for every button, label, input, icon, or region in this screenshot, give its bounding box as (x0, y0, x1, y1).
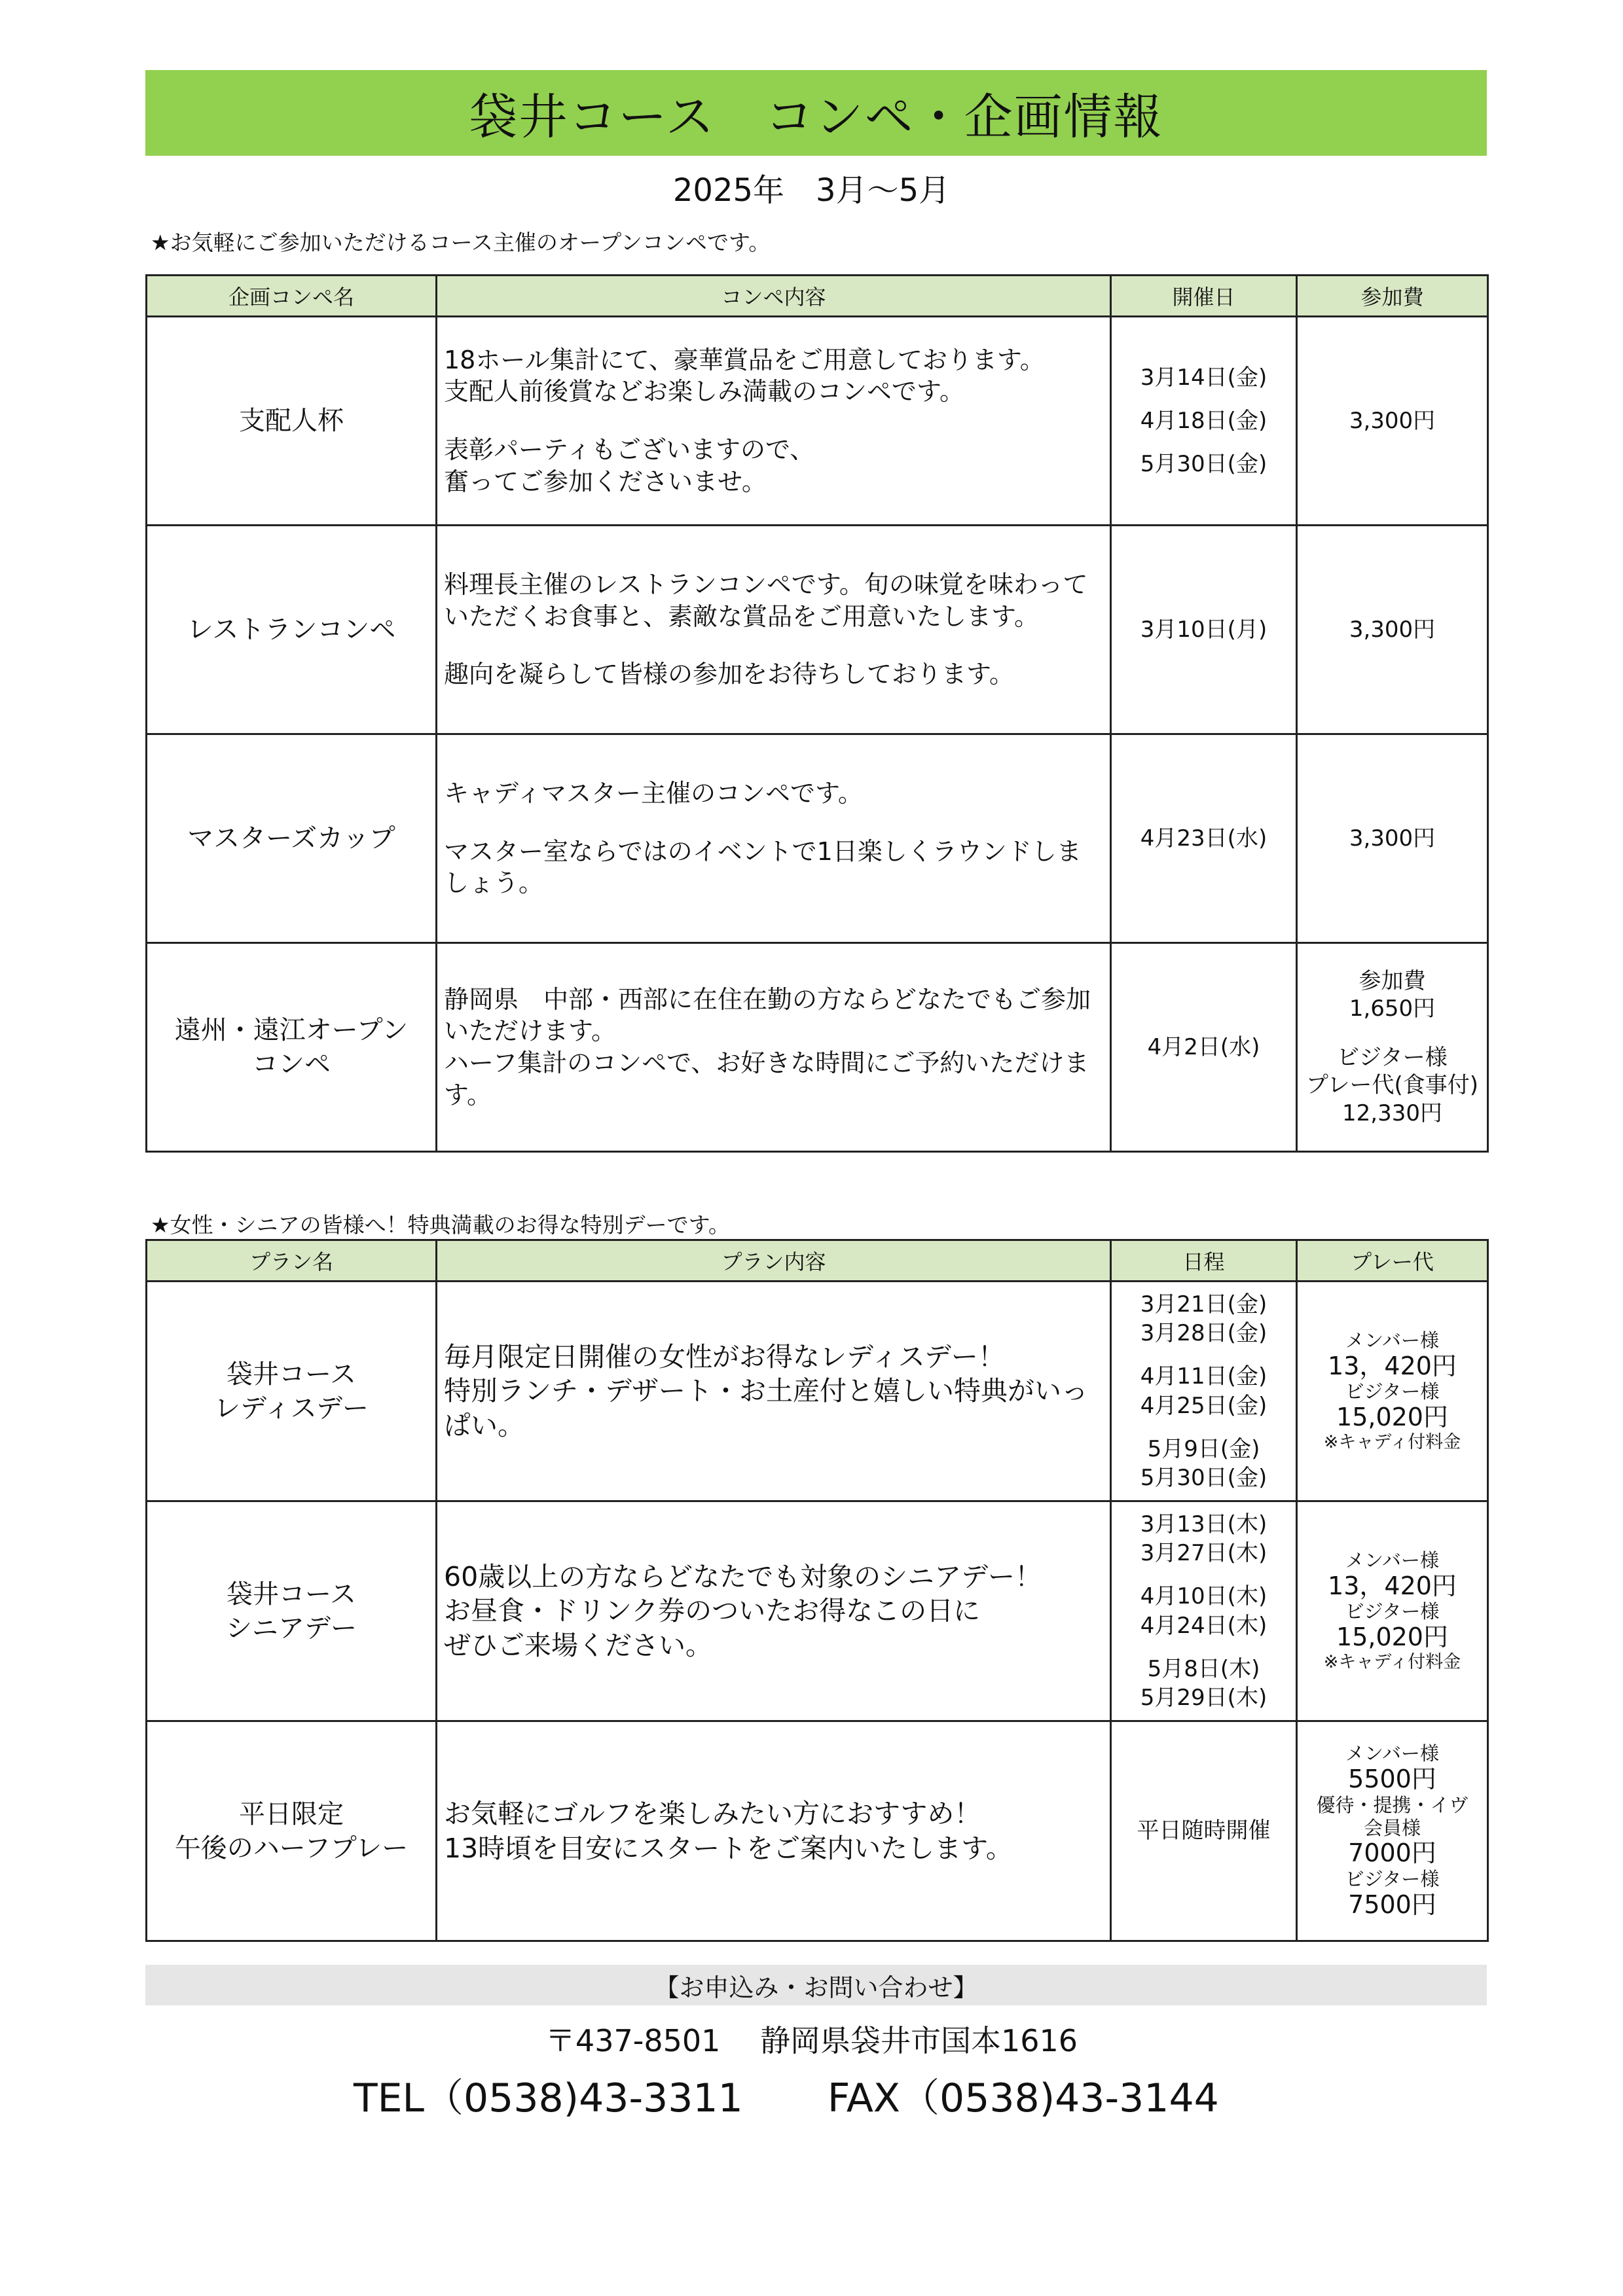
competition-name: レストランコンペ (147, 526, 437, 734)
competition-dates: 3月10日(月) (1111, 526, 1297, 734)
competition-name: 支配人杯 (147, 317, 437, 526)
plan-dates: 平日随時開催 (1111, 1721, 1297, 1941)
plan-name: 平日限定 午後のハーフプレー (147, 1721, 437, 1941)
page-title-banner (145, 70, 1487, 156)
table-row (147, 526, 1488, 734)
plan-dates: 3月21日(金) 3月28日(金) 4月11日(金) 4月25日(金) 5月9日(金) 5月30日(金) (1111, 1282, 1297, 1501)
plan-description: 60歳以上の方ならどなたでも対象のシニアデー！ お昼食・ドリンク券のついたお得なこの日に ぜひご来場ください。 (437, 1501, 1111, 1721)
open-competitions-table (145, 274, 1489, 1153)
period-label: 2025年 3月～5月 (672, 172, 951, 209)
competition-fee: 参加費 1,650円 ビジター様 プレー代(食事付) 12,330円 (1297, 943, 1488, 1152)
plan-fee: メンバー様 5500円 優待・提携・イヴ 会員様 7000円 ビジター様 7500円 (1297, 1721, 1488, 1941)
section1-note: ★お気軽にご参加いただけるコース主催のオープンコンペです。 (151, 230, 771, 255)
competition-dates: 4月23日(水) (1111, 734, 1297, 943)
competition-fee: 3,300円 (1297, 317, 1488, 526)
special-days-table (145, 1239, 1489, 1942)
competition-description: 静岡県 中部・西部に在住在勤の方ならどなたでもご参加いただけます。 ハーフ集計のコンペで、お好きな時間にご予約いただけます。 (437, 943, 1111, 1152)
table-row (147, 1282, 1488, 1501)
plan-fee: メンバー様 13，420円 ビジター様 15,020円 ※キャディ付料金 (1297, 1282, 1488, 1501)
plan-description: 毎月限定日開催の女性がお得なレディスデー！ 特別ランチ・デザート・お土産付と嬉しい特典がいっぱい。 (437, 1282, 1111, 1501)
col-header-plan-content: プラン内容 (437, 1240, 1111, 1282)
plan-fee: メンバー様 13，420円 ビジター様 15,020円 ※キャディ付料金 (1297, 1501, 1488, 1721)
col-header-content: コンペ内容 (437, 276, 1111, 317)
table-row (147, 734, 1488, 943)
contact-heading-bar (145, 1965, 1487, 2005)
plan-description: お気軽にゴルフを楽しみたい方におすすめ！ 13時頃を目安にスタートをご案内いたします。 (437, 1721, 1111, 1941)
contact-address: 〒437-8501 静岡県袋井市国本1616 (545, 2023, 1078, 2058)
competition-name: 遠州・遠江オープンコンペ (147, 943, 437, 1152)
competition-fee: 3,300円 (1297, 526, 1488, 734)
section2-note: ★女性・シニアの皆様へ！特典満載のお得な特別デーです。 (151, 1212, 730, 1238)
col-header-play-fee: プレー代 (1297, 1240, 1488, 1282)
col-header-fee: 参加費 (1297, 276, 1488, 317)
plan-dates: 3月13日(木) 3月27日(木) 4月10日(木) 4月24日(木) 5月8日(木) 5月29日(木) (1111, 1501, 1297, 1721)
contact-heading: 【お申込み・お問い合わせ】 (654, 1973, 978, 2002)
competition-name: マスターズカップ (147, 734, 437, 943)
table-row (147, 943, 1488, 1152)
competition-dates: 4月2日(水) (1111, 943, 1297, 1152)
contact-phones (354, 2067, 1219, 2123)
table-row (147, 1501, 1488, 1721)
col-header-plan-name: プラン名 (147, 1240, 437, 1282)
col-header-name: 企画コンペ名 (147, 276, 437, 317)
competition-description: 料理長主催のレストランコンペです。旬の味覚を味わっていただくお食事と、素敵な賞品をご用意いたします。 趣向を凝らして皆様の参加をお待ちしております。 (437, 526, 1111, 734)
competition-description: 18ホール集計にて、豪華賞品をご用意しております。 支配人前後賞などお楽しみ満載のコンペです。 表彰パーティもございますので、 奮ってご参加くださいませ。 (437, 317, 1111, 526)
col-header-schedule: 日程 (1111, 1240, 1297, 1282)
tel-number: TEL（0538)43-3311 (354, 2075, 743, 2121)
plan-name: 袋井コース レディスデー (147, 1282, 437, 1501)
plan-name: 袋井コース シニアデー (147, 1501, 437, 1721)
competition-description: キャディマスター主催のコンペです。 マスター室ならではのイベントで1日楽しくラウンドしましょう。 (437, 734, 1111, 943)
table-row (147, 1721, 1488, 1941)
page-title: 袋井コース コンペ・企画情報 (469, 88, 1163, 145)
fax-number: FAX（0538)43-3144 (827, 2075, 1219, 2121)
competition-fee: 3,300円 (1297, 734, 1488, 943)
col-header-date: 開催日 (1111, 276, 1297, 317)
competition-dates: 3月14日(金) 4月18日(金) 5月30日(金) (1111, 317, 1297, 526)
table-row (147, 317, 1488, 526)
